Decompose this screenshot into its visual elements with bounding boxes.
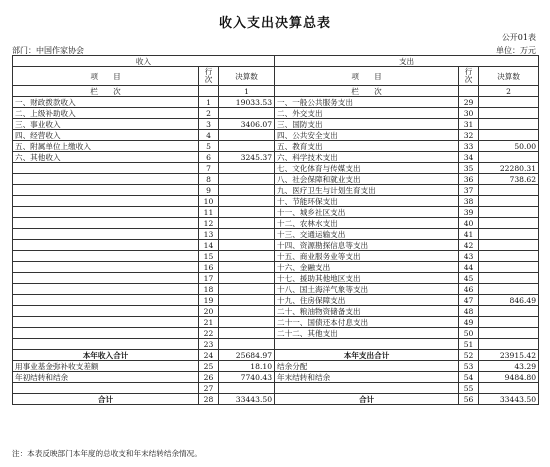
income-line: 16 [199, 262, 219, 273]
income-line: 19 [199, 295, 219, 306]
income-item: 合计 [13, 394, 199, 405]
income-line: 15 [199, 251, 219, 262]
department-label: 部门：中国作家协会 [12, 46, 84, 55]
expense-amount [479, 383, 539, 394]
income-amount [219, 339, 275, 350]
table-row [13, 240, 539, 251]
table-row [13, 196, 539, 207]
income-column-index: 1 [219, 86, 275, 97]
expense-amount [479, 251, 539, 262]
income-amount [219, 328, 275, 339]
expense-line: 45 [459, 273, 479, 284]
expense-line: 53 [459, 361, 479, 372]
income-item [13, 174, 199, 185]
expense-item: 十七、援助其他地区支出 [275, 273, 459, 284]
table-row [13, 97, 539, 108]
expense-line-index [459, 86, 479, 97]
expense-section-header: 支出 [275, 56, 539, 67]
expense-item: 二十二、其他支出 [275, 328, 459, 339]
expense-line: 32 [459, 130, 479, 141]
income-item [13, 317, 199, 328]
expense-line: 50 [459, 328, 479, 339]
expense-amount: 846.49 [479, 295, 539, 306]
expense-item: 四、公共安全支出 [275, 130, 459, 141]
table-row [13, 262, 539, 273]
income-item: 年初结转和结余 [13, 372, 199, 383]
income-line: 14 [199, 240, 219, 251]
table-row [13, 207, 539, 218]
expense-amount [479, 284, 539, 295]
summary-row [13, 383, 539, 394]
expense-item: 十二、农林水支出 [275, 218, 459, 229]
expense-amount [479, 218, 539, 229]
income-item [13, 251, 199, 262]
income-line: 12 [199, 218, 219, 229]
income-line: 3 [199, 119, 219, 130]
summary-row [13, 394, 539, 405]
income-amount: 3245.37 [219, 152, 275, 163]
form-number: 公开01表 [501, 33, 536, 42]
expense-amount [479, 306, 539, 317]
expense-amount [479, 339, 539, 350]
expense-item: 九、医疗卫生与计划生育支出 [275, 185, 459, 196]
income-item [13, 328, 199, 339]
expense-line: 39 [459, 207, 479, 218]
expense-item: 二十、粮油物资储备支出 [275, 306, 459, 317]
expense-line: 49 [459, 317, 479, 328]
income-amount [219, 273, 275, 284]
table-row [13, 152, 539, 163]
table-row [13, 339, 539, 350]
income-line: 4 [199, 130, 219, 141]
income-line: 18 [199, 284, 219, 295]
expense-item: 十四、资源勘探信息等支出 [275, 240, 459, 251]
income-line: 26 [199, 372, 219, 383]
income-item-header: 项 目 [13, 67, 199, 86]
income-amount [219, 130, 275, 141]
expense-line: 31 [459, 119, 479, 130]
income-item: 三、事业收入 [13, 119, 199, 130]
income-item [13, 339, 199, 350]
income-amount [219, 251, 275, 262]
expense-item: 六、科学技术支出 [275, 152, 459, 163]
table-row [13, 273, 539, 284]
expense-amount: 9484.80 [479, 372, 539, 383]
expense-line: 54 [459, 372, 479, 383]
expense-item: 五、教育支出 [275, 141, 459, 152]
income-item: 四、经营收入 [13, 130, 199, 141]
expense-item: 十九、住房保障支出 [275, 295, 459, 306]
expense-item: 结余分配 [275, 361, 459, 372]
income-item: 用事业基金弥补收支差额 [13, 361, 199, 372]
income-amount [219, 240, 275, 251]
expense-item [275, 339, 459, 350]
table-row [13, 251, 539, 262]
table-row [13, 284, 539, 295]
income-line: 21 [199, 317, 219, 328]
income-item [13, 383, 199, 394]
income-amount: 3406.07 [219, 119, 275, 130]
income-line: 24 [199, 350, 219, 361]
income-line: 7 [199, 163, 219, 174]
summary-row [13, 361, 539, 372]
income-item [13, 218, 199, 229]
expense-line: 29 [459, 97, 479, 108]
table-row [13, 119, 539, 130]
expense-column-index: 2 [479, 86, 539, 97]
expense-item: 七、文化体育与传媒支出 [275, 163, 459, 174]
expense-item: 本年支出合计 [275, 350, 459, 361]
expense-line: 47 [459, 295, 479, 306]
income-item [13, 163, 199, 174]
income-line: 5 [199, 141, 219, 152]
expense-item: 八、社会保障和就业支出 [275, 174, 459, 185]
expense-item-header: 项 目 [275, 67, 459, 86]
table-row [13, 130, 539, 141]
table-row [13, 174, 539, 185]
expense-item: 十六、金融支出 [275, 262, 459, 273]
expense-amount [479, 317, 539, 328]
income-line-index [199, 86, 219, 97]
table-row [13, 295, 539, 306]
income-amount: 19033.53 [219, 97, 275, 108]
income-item [13, 207, 199, 218]
income-item [13, 240, 199, 251]
expense-item [275, 383, 459, 394]
expense-amount [479, 152, 539, 163]
income-section-header: 收入 [13, 56, 275, 67]
expense-line: 48 [459, 306, 479, 317]
report-title: 收入支出决算总表 [218, 16, 331, 31]
income-line: 27 [199, 383, 219, 394]
income-line: 8 [199, 174, 219, 185]
expense-item: 十五、商业服务业等支出 [275, 251, 459, 262]
expense-amount [479, 273, 539, 284]
income-line: 25 [199, 361, 219, 372]
income-amount [219, 163, 275, 174]
income-item [13, 229, 199, 240]
expense-amount [479, 185, 539, 196]
expense-amount: 22280.31 [479, 163, 539, 174]
income-amount [219, 108, 275, 119]
income-amount [219, 262, 275, 273]
expense-item: 三、国防支出 [275, 119, 459, 130]
income-amount [219, 218, 275, 229]
income-item: 二、上级补助收入 [13, 108, 199, 119]
income-line: 11 [199, 207, 219, 218]
expense-amount: 23915.42 [479, 350, 539, 361]
expense-line: 38 [459, 196, 479, 207]
footnote: 注：本表反映部门本年度的总收支和年末结转结余情况。 [12, 449, 202, 458]
income-line: 2 [199, 108, 219, 119]
expense-item: 十一、城乡社区支出 [275, 207, 459, 218]
income-amount [219, 196, 275, 207]
expense-item: 合计 [275, 394, 459, 405]
expense-amount [479, 240, 539, 251]
expense-item: 十三、交通运输支出 [275, 229, 459, 240]
expense-line: 56 [459, 394, 479, 405]
expense-amount [479, 262, 539, 273]
table-row [13, 306, 539, 317]
income-item: 五、附属单位上缴收入 [13, 141, 199, 152]
summary-row [13, 350, 539, 361]
expense-amount [479, 207, 539, 218]
income-amount [219, 383, 275, 394]
income-item [13, 306, 199, 317]
summary-row [13, 372, 539, 383]
income-amount: 25684.97 [219, 350, 275, 361]
income-amount [219, 284, 275, 295]
income-amount [219, 295, 275, 306]
income-line: 22 [199, 328, 219, 339]
income-line: 9 [199, 185, 219, 196]
income-item: 本年收入合计 [13, 350, 199, 361]
table-row [13, 317, 539, 328]
income-line: 10 [199, 196, 219, 207]
expense-amount [479, 229, 539, 240]
income-line: 17 [199, 273, 219, 284]
income-item: 一、财政拨款收入 [13, 97, 199, 108]
expense-amount [479, 108, 539, 119]
income-amount [219, 185, 275, 196]
income-item [13, 295, 199, 306]
expense-amount: 738.62 [479, 174, 539, 185]
table-row [13, 185, 539, 196]
income-expense-table [12, 55, 539, 405]
income-amount [219, 317, 275, 328]
income-amount [219, 141, 275, 152]
table-row [13, 163, 539, 174]
expense-item: 二、外交支出 [275, 108, 459, 119]
income-line-header: 行次 [199, 67, 219, 86]
table-row [13, 141, 539, 152]
income-amount: 33443.50 [219, 394, 275, 405]
income-line: 6 [199, 152, 219, 163]
expense-line: 37 [459, 185, 479, 196]
table-row [13, 218, 539, 229]
expense-amount: 43.29 [479, 361, 539, 372]
income-amount [219, 306, 275, 317]
income-amount-header: 决算数 [219, 67, 275, 86]
income-item [13, 284, 199, 295]
expense-line: 35 [459, 163, 479, 174]
table-row [13, 108, 539, 119]
income-item [13, 196, 199, 207]
income-item [13, 185, 199, 196]
column-header-row [13, 67, 539, 86]
expense-item: 年末结转和结余 [275, 372, 459, 383]
expense-line: 46 [459, 284, 479, 295]
expense-amount: 33443.50 [479, 394, 539, 405]
expense-line: 30 [459, 108, 479, 119]
income-item: 六、其他收入 [13, 152, 199, 163]
expense-item: 十、节能环保支出 [275, 196, 459, 207]
income-line: 13 [199, 229, 219, 240]
income-amount [219, 174, 275, 185]
expense-amount [479, 130, 539, 141]
income-column-index-label: 栏 次 [13, 86, 199, 97]
table-row [13, 328, 539, 339]
section-header-row [13, 56, 539, 67]
expense-item: 一、一般公共服务支出 [275, 97, 459, 108]
expense-column-index-label: 栏 次 [275, 86, 459, 97]
expense-line: 52 [459, 350, 479, 361]
expense-amount [479, 119, 539, 130]
income-item [13, 273, 199, 284]
expense-amount [479, 97, 539, 108]
income-line: 1 [199, 97, 219, 108]
income-amount [219, 207, 275, 218]
income-amount: 18.10 [219, 361, 275, 372]
income-item [13, 262, 199, 273]
expense-line: 41 [459, 229, 479, 240]
expense-line: 44 [459, 262, 479, 273]
expense-amount [479, 328, 539, 339]
expense-item: 十八、国土海洋气象等支出 [275, 284, 459, 295]
expense-line: 51 [459, 339, 479, 350]
expense-line: 42 [459, 240, 479, 251]
expense-amount: 50.00 [479, 141, 539, 152]
income-amount [219, 229, 275, 240]
unit-label: 单位：万元 [496, 46, 536, 55]
income-line: 20 [199, 306, 219, 317]
expense-line: 40 [459, 218, 479, 229]
table-row [13, 229, 539, 240]
expense-line: 33 [459, 141, 479, 152]
expense-line-header: 行次 [459, 67, 479, 86]
income-line: 23 [199, 339, 219, 350]
expense-line: 43 [459, 251, 479, 262]
expense-line: 36 [459, 174, 479, 185]
expense-item: 二十一、国债还本付息支出 [275, 317, 459, 328]
expense-line: 55 [459, 383, 479, 394]
column-index-row [13, 86, 539, 97]
income-line: 28 [199, 394, 219, 405]
expense-line: 34 [459, 152, 479, 163]
expense-amount [479, 196, 539, 207]
income-amount: 7740.43 [219, 372, 275, 383]
expense-amount-header: 决算数 [479, 67, 539, 86]
